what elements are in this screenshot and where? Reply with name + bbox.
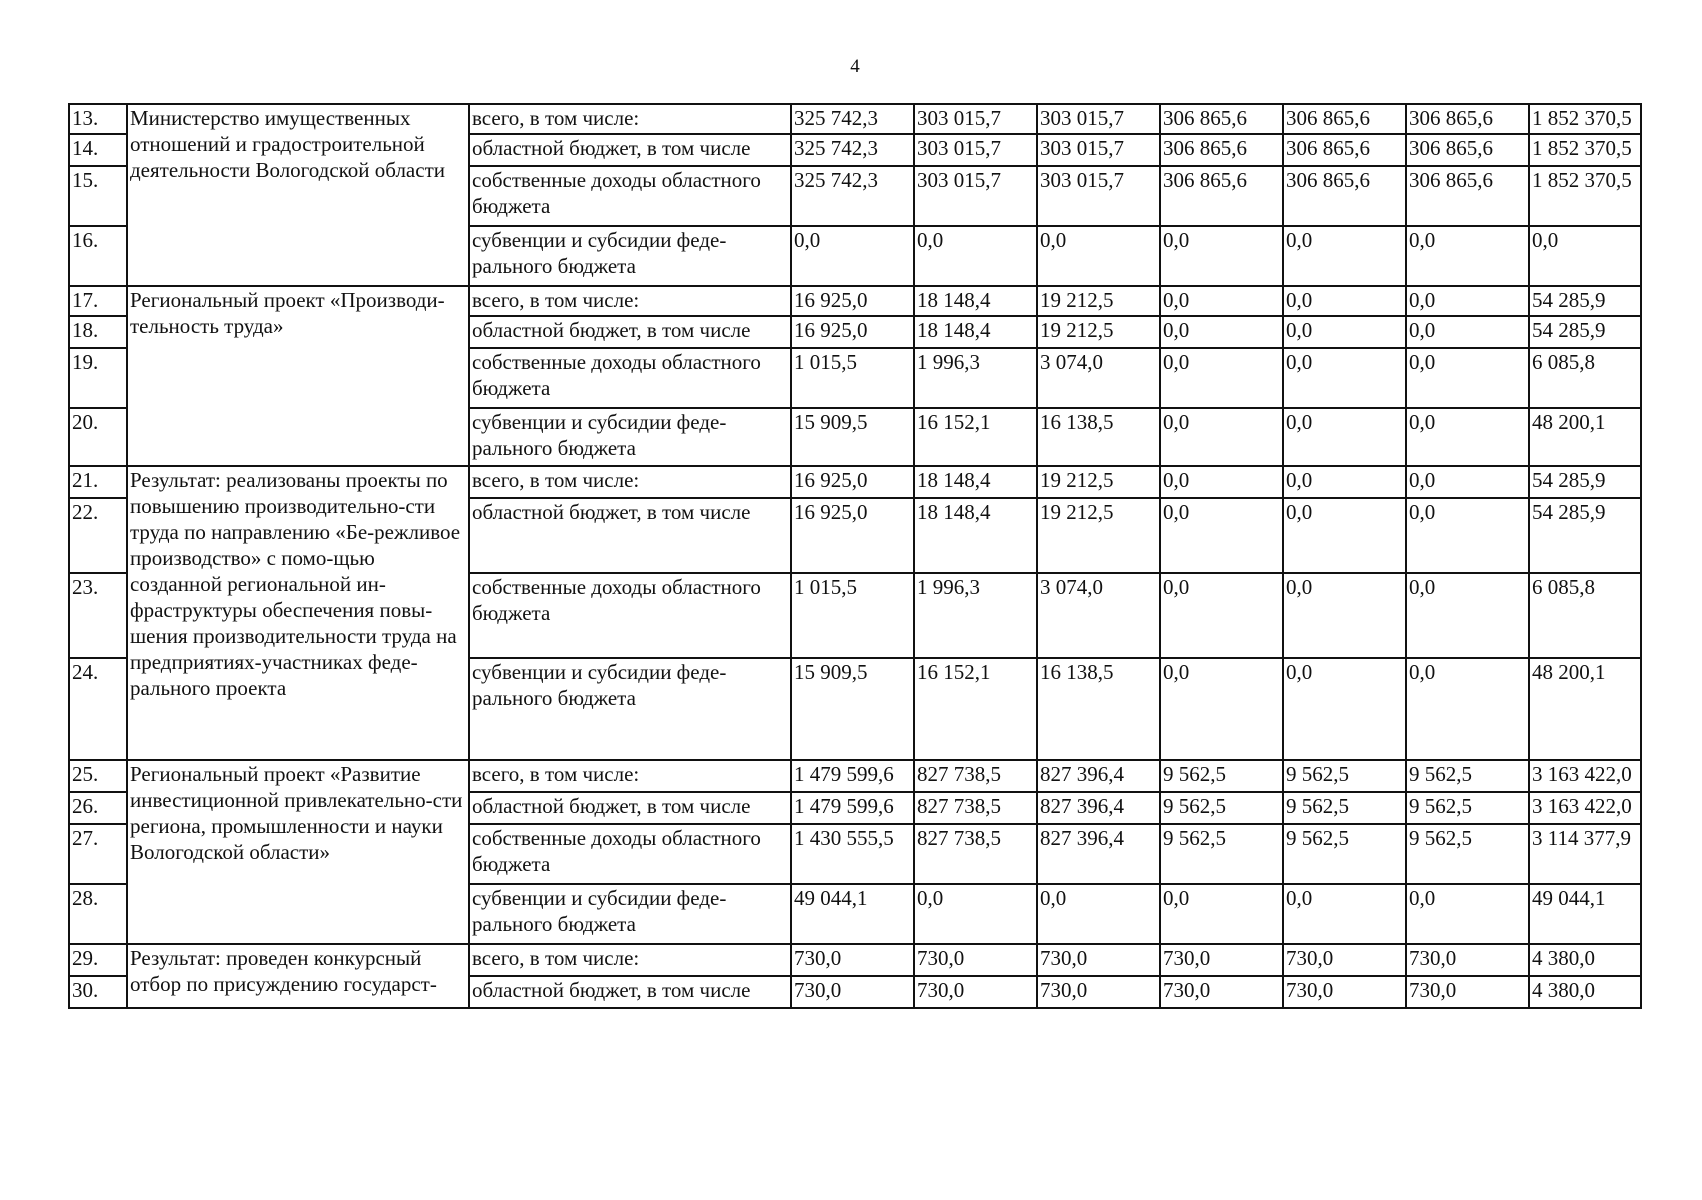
value-cell: 730,0 xyxy=(914,944,1037,976)
value-cell: 9 562,5 xyxy=(1283,760,1406,792)
value-cell: 49 044,1 xyxy=(791,884,914,944)
group-name: Региональный проект «Производи-тельность труда» xyxy=(127,286,469,466)
group-name: Министерство имущественных отношений и градостроительной деятельности Вологодской области xyxy=(127,104,469,286)
row-number: 28. xyxy=(69,884,127,944)
value-cell: 0,0 xyxy=(1160,348,1283,408)
value-cell: 0,0 xyxy=(1529,226,1641,286)
value-cell: 48 200,1 xyxy=(1529,658,1641,760)
value-cell: 730,0 xyxy=(1406,976,1529,1008)
value-cell: 18 148,4 xyxy=(914,498,1037,573)
value-cell: 0,0 xyxy=(1283,466,1406,498)
value-cell: 19 212,5 xyxy=(1037,286,1160,316)
value-cell: 0,0 xyxy=(914,884,1037,944)
value-cell: 54 285,9 xyxy=(1529,316,1641,348)
value-cell: 1 996,3 xyxy=(914,348,1037,408)
funding-source: собственные доходы областного бюджета xyxy=(469,573,791,658)
funding-source: всего, в том числе: xyxy=(469,286,791,316)
value-cell: 827 396,4 xyxy=(1037,760,1160,792)
value-cell: 54 285,9 xyxy=(1529,466,1641,498)
value-cell: 306 865,6 xyxy=(1160,134,1283,166)
value-cell: 0,0 xyxy=(1406,408,1529,466)
value-cell: 1 852 370,5 xyxy=(1529,134,1641,166)
value-cell: 18 148,4 xyxy=(914,316,1037,348)
row-number: 21. xyxy=(69,466,127,498)
group-name: Региональный проект «Развитие инвестиционной привлекательно-сти региона, промышленности и науки Вологодской области» xyxy=(127,760,469,944)
value-cell: 19 212,5 xyxy=(1037,316,1160,348)
funding-source: субвенции и субсидии феде-рального бюджета xyxy=(469,884,791,944)
value-cell: 0,0 xyxy=(1406,316,1529,348)
value-cell: 730,0 xyxy=(1037,976,1160,1008)
funding-source: собственные доходы областного бюджета xyxy=(469,824,791,884)
row-number: 18. xyxy=(69,316,127,348)
value-cell: 1 015,5 xyxy=(791,573,914,658)
value-cell: 3 074,0 xyxy=(1037,348,1160,408)
table-row xyxy=(69,760,1641,792)
value-cell: 0,0 xyxy=(1160,466,1283,498)
row-number: 17. xyxy=(69,286,127,316)
value-cell: 306 865,6 xyxy=(1406,134,1529,166)
value-cell: 0,0 xyxy=(1406,226,1529,286)
funding-source: собственные доходы областного бюджета xyxy=(469,348,791,408)
value-cell: 306 865,6 xyxy=(1283,104,1406,134)
value-cell: 1 479 599,6 xyxy=(791,792,914,824)
row-number: 24. xyxy=(69,658,127,760)
value-cell: 730,0 xyxy=(791,976,914,1008)
value-cell: 6 085,8 xyxy=(1529,348,1641,408)
value-cell: 1 430 555,5 xyxy=(791,824,914,884)
value-cell: 0,0 xyxy=(1160,286,1283,316)
value-cell: 306 865,6 xyxy=(1406,104,1529,134)
value-cell: 1 852 370,5 xyxy=(1529,104,1641,134)
funding-source: всего, в том числе: xyxy=(469,466,791,498)
group-name: Результат: реализованы проекты по повышению производительно-сти труда по направлению «Бе-режливое производство» с помо-щью созданной региональной ин-фраструктуры обеспечения повы-шения производительности труда на предприятиях-участниках феде-рального проекта xyxy=(127,466,469,760)
value-cell: 730,0 xyxy=(1160,944,1283,976)
budget-table xyxy=(68,103,1642,1009)
funding-source: областной бюджет, в том числе xyxy=(469,498,791,573)
row-number: 30. xyxy=(69,976,127,1008)
value-cell: 0,0 xyxy=(1406,286,1529,316)
value-cell: 303 015,7 xyxy=(914,104,1037,134)
value-cell: 325 742,3 xyxy=(791,166,914,226)
value-cell: 3 163 422,0 xyxy=(1529,792,1641,824)
value-cell: 16 925,0 xyxy=(791,316,914,348)
value-cell: 325 742,3 xyxy=(791,134,914,166)
value-cell: 303 015,7 xyxy=(1037,134,1160,166)
value-cell: 0,0 xyxy=(1406,466,1529,498)
table-row xyxy=(69,286,1641,316)
funding-source: областной бюджет, в том числе xyxy=(469,792,791,824)
value-cell: 9 562,5 xyxy=(1160,792,1283,824)
value-cell: 0,0 xyxy=(1283,408,1406,466)
value-cell: 827 738,5 xyxy=(914,792,1037,824)
value-cell: 9 562,5 xyxy=(1406,824,1529,884)
value-cell: 0,0 xyxy=(1283,226,1406,286)
value-cell: 0,0 xyxy=(1406,498,1529,573)
value-cell: 9 562,5 xyxy=(1283,792,1406,824)
value-cell: 6 085,8 xyxy=(1529,573,1641,658)
value-cell: 306 865,6 xyxy=(1406,166,1529,226)
value-cell: 54 285,9 xyxy=(1529,286,1641,316)
value-cell: 16 138,5 xyxy=(1037,408,1160,466)
row-number: 13. xyxy=(69,104,127,134)
value-cell: 0,0 xyxy=(1160,408,1283,466)
value-cell: 0,0 xyxy=(1406,658,1529,760)
value-cell: 303 015,7 xyxy=(1037,166,1160,226)
value-cell: 827 738,5 xyxy=(914,824,1037,884)
value-cell: 0,0 xyxy=(1160,316,1283,348)
value-cell: 16 925,0 xyxy=(791,498,914,573)
value-cell: 4 380,0 xyxy=(1529,976,1641,1008)
value-cell: 730,0 xyxy=(1283,976,1406,1008)
value-cell: 1 015,5 xyxy=(791,348,914,408)
funding-source: областной бюджет, в том числе xyxy=(469,976,791,1008)
value-cell: 3 163 422,0 xyxy=(1529,760,1641,792)
value-cell: 18 148,4 xyxy=(914,466,1037,498)
value-cell: 0,0 xyxy=(1406,348,1529,408)
value-cell: 48 200,1 xyxy=(1529,408,1641,466)
value-cell: 0,0 xyxy=(1283,348,1406,408)
value-cell: 0,0 xyxy=(1283,573,1406,658)
value-cell: 9 562,5 xyxy=(1160,760,1283,792)
value-cell: 18 148,4 xyxy=(914,286,1037,316)
value-cell: 0,0 xyxy=(1160,498,1283,573)
row-number: 16. xyxy=(69,226,127,286)
value-cell: 0,0 xyxy=(1406,884,1529,944)
value-cell: 15 909,5 xyxy=(791,658,914,760)
table-row xyxy=(69,944,1641,976)
value-cell: 0,0 xyxy=(1037,226,1160,286)
value-cell: 0,0 xyxy=(1283,316,1406,348)
value-cell: 303 015,7 xyxy=(914,134,1037,166)
value-cell: 3 114 377,9 xyxy=(1529,824,1641,884)
value-cell: 16 152,1 xyxy=(914,658,1037,760)
row-number: 25. xyxy=(69,760,127,792)
value-cell: 16 925,0 xyxy=(791,286,914,316)
value-cell: 0,0 xyxy=(1283,884,1406,944)
value-cell: 15 909,5 xyxy=(791,408,914,466)
value-cell: 16 152,1 xyxy=(914,408,1037,466)
value-cell: 19 212,5 xyxy=(1037,498,1160,573)
value-cell: 1 852 370,5 xyxy=(1529,166,1641,226)
value-cell: 0,0 xyxy=(1160,658,1283,760)
value-cell: 0,0 xyxy=(1160,226,1283,286)
table-row xyxy=(69,466,1641,498)
row-number: 22. xyxy=(69,498,127,573)
value-cell: 9 562,5 xyxy=(1160,824,1283,884)
value-cell: 16 925,0 xyxy=(791,466,914,498)
row-number: 27. xyxy=(69,824,127,884)
funding-source: всего, в том числе: xyxy=(469,104,791,134)
funding-source: всего, в том числе: xyxy=(469,944,791,976)
group-name: Результат: проведен конкурсный отбор по присуждению государст- xyxy=(127,944,469,1008)
value-cell: 19 212,5 xyxy=(1037,466,1160,498)
funding-source: всего, в том числе: xyxy=(469,760,791,792)
value-cell: 3 074,0 xyxy=(1037,573,1160,658)
value-cell: 730,0 xyxy=(1283,944,1406,976)
value-cell: 306 865,6 xyxy=(1283,166,1406,226)
value-cell: 730,0 xyxy=(914,976,1037,1008)
row-number: 14. xyxy=(69,134,127,166)
value-cell: 1 996,3 xyxy=(914,573,1037,658)
value-cell: 730,0 xyxy=(1037,944,1160,976)
value-cell: 0,0 xyxy=(1160,573,1283,658)
value-cell: 4 380,0 xyxy=(1529,944,1641,976)
row-number: 15. xyxy=(69,166,127,226)
funding-source: собственные доходы областного бюджета xyxy=(469,166,791,226)
value-cell: 0,0 xyxy=(1283,286,1406,316)
value-cell: 9 562,5 xyxy=(1406,760,1529,792)
table-row xyxy=(69,104,1641,134)
value-cell: 0,0 xyxy=(1283,658,1406,760)
value-cell: 306 865,6 xyxy=(1160,166,1283,226)
value-cell: 16 138,5 xyxy=(1037,658,1160,760)
value-cell: 0,0 xyxy=(914,226,1037,286)
value-cell: 0,0 xyxy=(791,226,914,286)
value-cell: 730,0 xyxy=(791,944,914,976)
row-number: 26. xyxy=(69,792,127,824)
value-cell: 0,0 xyxy=(1037,884,1160,944)
value-cell: 827 396,4 xyxy=(1037,824,1160,884)
funding-source: субвенции и субсидии феде-рального бюджета xyxy=(469,658,791,760)
value-cell: 303 015,7 xyxy=(1037,104,1160,134)
value-cell: 49 044,1 xyxy=(1529,884,1641,944)
value-cell: 730,0 xyxy=(1406,944,1529,976)
value-cell: 0,0 xyxy=(1283,498,1406,573)
value-cell: 730,0 xyxy=(1160,976,1283,1008)
value-cell: 827 396,4 xyxy=(1037,792,1160,824)
value-cell: 0,0 xyxy=(1160,884,1283,944)
value-cell: 306 865,6 xyxy=(1160,104,1283,134)
value-cell: 9 562,5 xyxy=(1283,824,1406,884)
value-cell: 306 865,6 xyxy=(1283,134,1406,166)
value-cell: 827 738,5 xyxy=(914,760,1037,792)
value-cell: 303 015,7 xyxy=(914,166,1037,226)
row-number: 29. xyxy=(69,944,127,976)
value-cell: 0,0 xyxy=(1406,573,1529,658)
value-cell: 9 562,5 xyxy=(1406,792,1529,824)
funding-source: областной бюджет, в том числе xyxy=(469,134,791,166)
row-number: 19. xyxy=(69,348,127,408)
funding-source: областной бюджет, в том числе xyxy=(469,316,791,348)
value-cell: 1 479 599,6 xyxy=(791,760,914,792)
row-number: 20. xyxy=(69,408,127,466)
row-number: 23. xyxy=(69,573,127,658)
funding-source: субвенции и субсидии феде-рального бюджета xyxy=(469,408,791,466)
budget-table-body xyxy=(69,104,1641,1008)
value-cell: 325 742,3 xyxy=(791,104,914,134)
page-number: 4 xyxy=(850,56,860,77)
funding-source: субвенции и субсидии феде- рального бюджета xyxy=(469,226,791,286)
value-cell: 54 285,9 xyxy=(1529,498,1641,573)
